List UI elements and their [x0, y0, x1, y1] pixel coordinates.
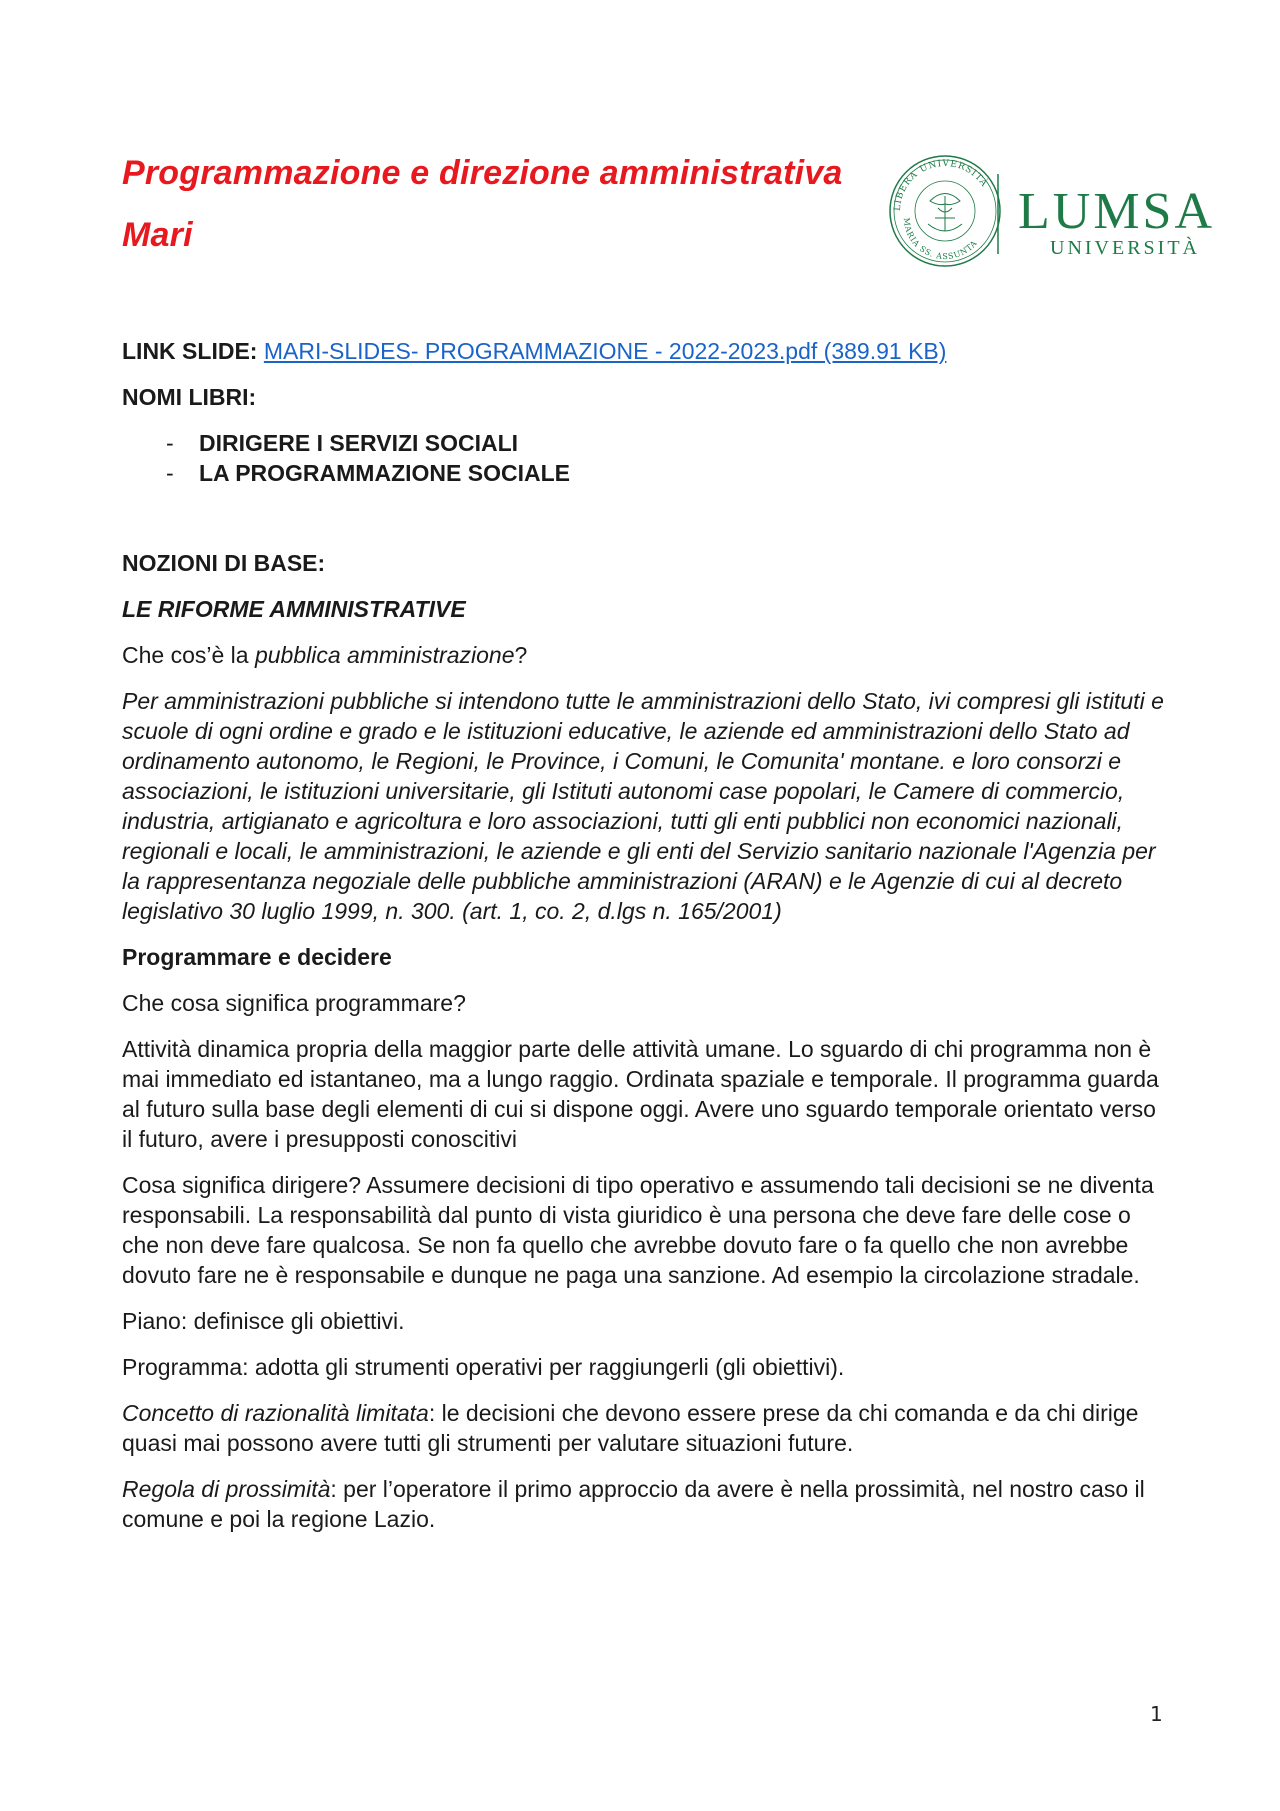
- pa-definition: Per amministrazioni pubbliche si intendono tutte le amministrazioni dello Stato, ivi compresi gli istituti e scuole di ogni ordine e grado e le istituzioni educative, le aziende ed amministrazioni dello Stato ad ordinamento autonomo, le Regioni, le Province, i Comuni, le Comunita' montane. e loro consorzi e associazioni, le istituzioni universitarie, gli Istituti autonomi case popolari, le Camere di commercio, industria, artigianato e agricoltura e loro associazioni, tutti gli enti pubblici non economici nazionali, regionali e locali, le amministrazioni, le aziende e gli enti del Servizio sanitario nazionale l'Agenzia per la rappresentanza negoziale delle pubbliche amministrazioni (ARAN) e le Agenzie di cui al decreto legislativo 30 luglio 1999, n. 300. (art. 1, co. 2, d.lgs n. 165/2001): [122, 688, 1164, 924]
- link-slide-line: [122, 336, 1172, 366]
- question-prefix: Che cos’è la: [122, 642, 255, 668]
- question-suffix: ?: [514, 642, 528, 668]
- lumsa-wordmark: LUMSA: [1018, 183, 1216, 240]
- paragraph-dirigere: Cosa significa dirigere? Assumere decisioni di tipo operativo e assumendo tali decisioni se ne diventa responsabili. La responsabilità dal punto di vista giuridico è una persona che deve fare delle cose o che non deve fare qualcosa. Se non fa quello che avrebbe dovuto fare o fa quello che non avrebbe dovuto fare ne è responsabile e dunque ne paga una sanzione. Ad esempio la circolazione stradale.: [122, 1172, 1154, 1288]
- paragraph-programma: Programma: adotta gli strumenti operativi per raggiungerli (gli obiettivi).: [122, 1354, 845, 1380]
- slides-pdf-link[interactable]: MARI-SLIDES- PROGRAMMAZIONE - 2022-2023.pdf (389.91 KB): [263, 338, 947, 364]
- paragraph-programmare: Attività dinamica propria della maggior parte delle attività umane. Lo sguardo di chi programma non è mai immediato ed istantaneo, ma a lungo raggio. Ordinata spaziale e temporale. Il programma guarda al futuro sulla base degli elementi di cui si dispone oggi. Avere uno sguardo temporale orientato verso il futuro, avere i presupposti conoscitivi: [122, 1036, 1159, 1152]
- books-label: NOMI LIBRI:: [122, 384, 257, 410]
- list-dash: -: [166, 430, 174, 456]
- term-razionalita: Concetto di razionalità limitata: [122, 1400, 429, 1426]
- books-list: [122, 428, 1172, 488]
- document-body: [122, 336, 1172, 1550]
- list-item: [166, 458, 1172, 488]
- lumsa-logo: [880, 146, 1240, 276]
- program-heading: Programmare e decidere: [122, 944, 392, 970]
- paragraph-prossimita: [122, 1474, 1172, 1534]
- pa-question: [122, 640, 1172, 670]
- seal-text-bottom: MARIA SS. ASSUNTA: [901, 217, 980, 262]
- document-author: Mari: [122, 216, 193, 254]
- list-dash: -: [166, 460, 174, 486]
- page-number: 1: [1150, 1702, 1163, 1726]
- list-item: [166, 428, 1172, 458]
- definition-prossimita: : per l’operatore il primo approccio da avere è nella prossimità, nel nostro caso il comune e poi la regione Lazio.: [122, 1476, 1145, 1532]
- link-slide-label: LINK SLIDE:: [122, 338, 258, 364]
- program-question: Che cosa significa programmare?: [122, 990, 466, 1016]
- question-italic: pubblica amministrazione: [254, 642, 515, 668]
- paragraph-piano: Piano: definisce gli obiettivi.: [122, 1308, 405, 1334]
- svg-text:LIBERA UNIVERSITÀ: [893, 159, 991, 211]
- definition-razionalita: : le decisioni che devono essere prese da chi comanda e da chi dirige quasi mai possono avere tutti gli strumenti per valutare situazioni future.: [122, 1400, 1139, 1456]
- svg-text:MARIA SS. ASSUNTA: [902, 217, 979, 261]
- paragraph-razionalita: [122, 1398, 1172, 1458]
- term-prossimita: Regola di prossimità: [122, 1476, 331, 1502]
- basics-label: NOZIONI DI BASE:: [122, 550, 326, 576]
- lumsa-seal-icon: [890, 156, 1000, 266]
- lumsa-subtitle: UNIVERSITÀ: [1050, 237, 1200, 259]
- book-title: LA PROGRAMMAZIONE SOCIALE: [199, 460, 570, 486]
- section-title: LE RIFORME AMMINISTRATIVE: [122, 596, 466, 622]
- document-title: Programmazione e direzione amministrativa: [122, 154, 843, 192]
- seal-text-top: LIBERA UNIVERSITÀ: [892, 158, 990, 212]
- book-title: DIRIGERE I SERVIZI SOCIALI: [199, 430, 519, 456]
